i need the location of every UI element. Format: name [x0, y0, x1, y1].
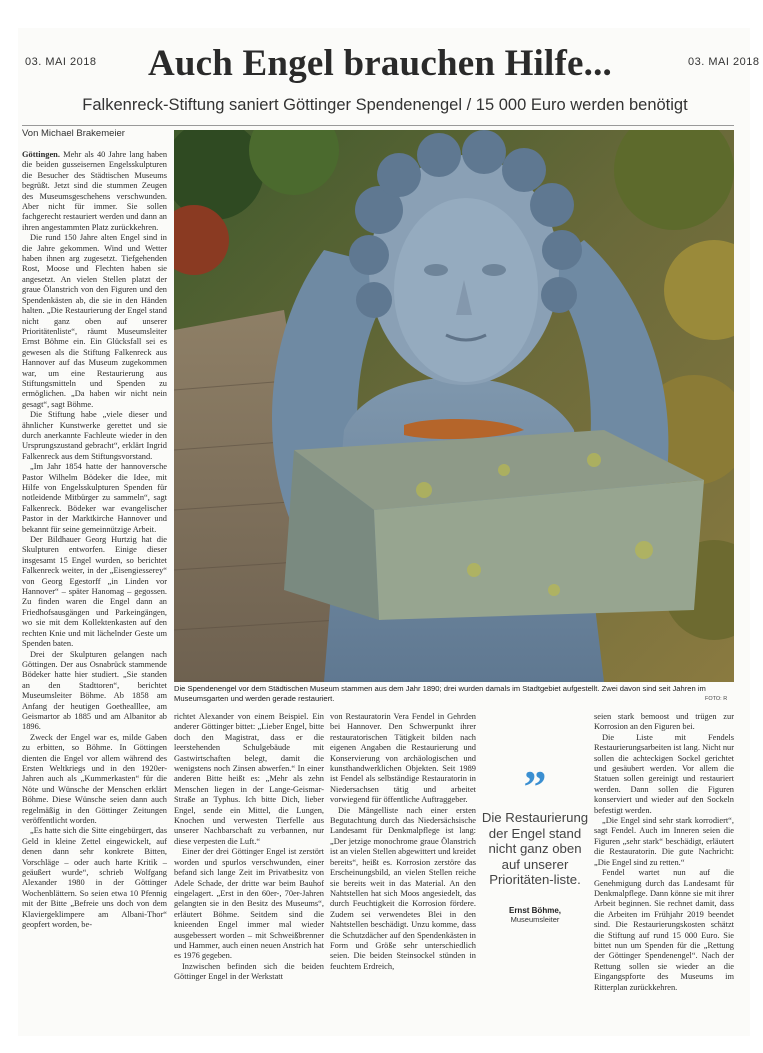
paragraph: Drei der Skulpturen gelangen nach Göttingen. Der aus Osnabrück stammende Bödeker hatte hier studiert. „Sie standen an den Stadttoren“, berichtet Museumsleiter Böhme. Ab 1858 am Anfang der heutigen Goethealllee, am Geismartor ab 1885 und am Albanitor ab 1896. [22, 649, 167, 732]
paragraph: Fendel wartet nun auf die Genehmigung durch das Landesamt für Denkmalpflege. Dann könne sie mit ihrer Arbeit beginnen. Sie rechnet damit, dass die Arbeiten im Frühjahr 2019 beendet sind. Die Restaurierungskosten schätzt die Stiftung auf rund 15 000 Euro. Sie bittet nun um Spenden für die „Rettung der Göttinger Spendenengel“. Nach der Rettung sollen sie wieder an die Eingangspforte des Museums im Ritterplan zurückkehren. [594, 868, 734, 992]
angel-statue-image [174, 130, 734, 682]
paragraph: „Im Jahr 1854 hatte der hannoversche Pastor Wilhelm Bödeker die Idee, mit Hilfe von Engelsskulpturen Spenden für notleidende Mitbürger zu sammeln“, sagt Falkenreck. Bödeker war evangelischer Pastor in der Marktkirche Hannover und bekannt für seine gemeinnützige Arbeit. [22, 462, 167, 534]
pull-quote [480, 761, 590, 1020]
paragraph: „Es hatte sich die Sitte eingebürgert, das Geld in kleine Zettel eingewickelt, auf denen dann sehr konkrete Bitten, Vorschläge – oder auch harte Kritik – geäußert wurde“, schrieb Wolfgang Alexander 1980 in der Göttinger Wochenblättern. So seien etwa 10 Pfennig mit der Bitte „Befreie uns doch von dem Klaviergeklimpere am Albani-Thor“ geopfert worden, be- [22, 826, 167, 930]
paragraph: Inzwischen befinden sich die beiden Göttinger Engel in der Werkstatt [174, 961, 324, 982]
paragraph: Einer der drei Göttinger Engel ist zerstört worden und spurlos verschwunden, einer befand sich lange Zeit im Privatbesitz von Adele Schade, der dritte war beim Bauhof eingelagert. „Erst in den 60er-, 70er-Jahren gelangten sie in den Besitz des Museums“, erläutert Böhme. Seitdem sind die knieenden Engel immer mal wieder ausgebessert worden – mit Schweißbrenner und Hammer, auch einen neuen Anstrich hat es 1976 gegeben. [174, 847, 324, 961]
quote-text: Die Restaurierung der Engel stand nicht ganz oben auf unserer Prioritäten-liste. [481, 810, 589, 887]
paragraph-text: Mehr als 40 Jahre lang haben die beiden gusseisernen Engelsskulpturen die Besucher des Städtischen Museums begrüßt. Jetzt sind die stummen Zeugen des Museumsgeschehens verschwunden. Aber nicht für immer. Sie sollen fachgerecht restauriert werden und dann an ihren angestammten Platz zurückkehren. [22, 150, 167, 232]
date-left: 03. MAI 2018 [25, 56, 97, 68]
article-column-3 [330, 712, 476, 1022]
paragraph: Die Mängelliste nach einer ersten Begutachtung durch das Niedersächsische Landesamt für Denkmalpflege ist lang: „Der jetzige monochrome graue Ölanstrich ist an vielen Stellen abgewittert und kreidet bereits“, heißt es. Korrosion zerstöre das Erscheinungsbild, an vielen Stellen reiche sie bereits weit in das Material. An den Nahtstellen hat sich Moos angesiedelt, das durch Feuchtigkeit die Korrosion fördere. Zudem sei verwendetes Blei in den Nahtstellen beschädigt. Unzu komme, dass die Schutzdächer auf den Spendenkästen in Form und Größe sehr unterschiedlich seien. Die beiden Steinsockel stünden in feuchtem Erdreich, [330, 805, 476, 971]
paragraph: Die Stiftung habe „viele dieser und ähnlicher Kunstwerke gerettet und sie durch anerkannte Fachleute wieder in den Ursprungszustand gebracht“, erklärt Ingrid Falkenreck aus dem Stiftungsvorstand. [22, 410, 167, 461]
paragraph: richtet Alexander von einem Beispiel. Ein anderer Göttinger bittet: „Lieber Engel, bitte doch den Magistrat, dass er die leerstehenden Schulgebäude mit Gastwirtschaften belegt, damit die wenigstens noch Zinsen abwerfen.“ In einer anderen Bitte heißt es: „Mehr als zehn Menschen liegen in der Lange-Geismar-Straße an Typhus. Ich bitte Dich, lieber Engel, sende ein Mittel, die Lungen, Knochen und verwesten Tierfelle aus unserer Nachbarschaft zu verbannen, nur diese verpesten die Luft.“ [174, 712, 324, 846]
byline: Von Michael Brakemeier [22, 128, 125, 139]
angel-statue-photo [174, 130, 734, 682]
paragraph: von Restauratorin Vera Fendel in Gehrden bei Hannover. Den Schwerpunkt ihrer restauratorischen Tätigkeit bilden nach eigenen Angaben die Restaurierung und Konservierung von archäologischen und kunsthandwerklichen Objekten. Seit 1989 ist Fendel als selbständige Restauratorin in Niedersachsen tätig und arbeitet vorwiegend für öffentliche Auftraggeber. [330, 712, 476, 805]
quote-mark-icon: ” [523, 761, 547, 812]
paragraph: Die rund 150 Jahre alten Engel sind in die Jahre gekommen. Wind und Wetter haben ihnen arg zugesetzt. Tiefgehenden Rost, Moose und Flechten haben sie angesetzt. An vielen Stellen platzt der graue Ölanstrich von den Figuren und den Spendenkästen ab, die sie in den Händen halten. „Die Restaurierung der Engel stand nicht ganz oben auf unserer Prioritätenliste“, räumt Museumsleiter Ernst Böhme ein. Ein Glücksfall sei es gewesen als die Stiftung Falkenreck aus Hannover auf das Museum zugekommen war, um eine Restaurierung aus Stiftungsmitteln und Spenden zu ermöglichen. „Da haben wir nicht nein gesagt“, sagt Böhme. [22, 233, 167, 409]
paragraph [22, 150, 167, 233]
date-right: 03. MAI 2018 [688, 56, 760, 68]
paragraph: „Die Engel sind sehr stark korrodiert“, sagt Fendel. Auch im Inneren seien die Figuren „sehr stark“ beschädigt, erläutert die Restauratorin. Die gute Nachricht: „Die Engel sind zu retten.“ [594, 816, 734, 867]
article-column-1 [22, 150, 167, 1025]
photo-credit: FOTO: R [705, 696, 728, 702]
quote-author-role: Museumsleiter [510, 914, 560, 924]
paragraph: Die Liste mit Fendels Restaurierungsarbeiten ist lang. Nicht nur sollen die achteckigen Sockel gerichtet und gesäubert werden. Vor allem die Statuen sollen gereinigt und restauriert werden. Dann sollen die Figuren konserviert und wieder auf den Sockeln befestigt werden. [594, 732, 734, 815]
paragraph: Der Bildhauer Georg Hurtzig hat die Skulpturen entworfen. Einige dieser insgesamt 15 Engel wurden, so berichtet Falkenreck weiter, in der „Eisengiesserey“ von Georg Egestorff „in Linden vor Hannover“ – später Hanomag – gegossen. Zu finden waren die Engel dann an Friedhofsausgängen und Parkeingängen, wo sie mit dem Kollektenkasten auf den rechten Knie und mit lächelnder Geste um Spenden baten. [22, 535, 167, 649]
paragraph: seien stark bemoost und trügen zur Korrosion an den Figuren bei. [594, 712, 734, 732]
article-column-4 [594, 712, 734, 1022]
subheadline: Falkenreck-Stiftung saniert Göttinger Spendenengel / 15 000 Euro werden benötigt [82, 96, 688, 114]
quote-author: Ernst Böhme, [508, 905, 561, 915]
photo-caption: Die Spendenengel vor dem Städtischen Museum stammen aus dem Jahr 1890; drei wurden damals im Stadtgebiet aufgestellt. Zwei davon sind seit Jahren im Museumsgarten und werden gerade restauriert. [174, 684, 706, 703]
paragraph: Zweck der Engel war es, milde Gaben zu erbitten, so Böhme. In Göttingen dienten die Engel vor allem während des Ersten Weltkriegs und in den 1920er-Jahren auch als „Kummerkasten“ für die Nöte und Wünsche der Menschen erklärt Böhme. Diese Wünsche seien dann auch regelmäßig in den Göttinger Zeitungen veröffentlicht worden. [22, 732, 167, 825]
header-rule [22, 125, 734, 126]
article-column-2 [174, 712, 324, 1022]
headline: Auch Engel brauchen Hilfe... [147, 43, 613, 84]
dateline: Göttingen. [22, 150, 60, 159]
